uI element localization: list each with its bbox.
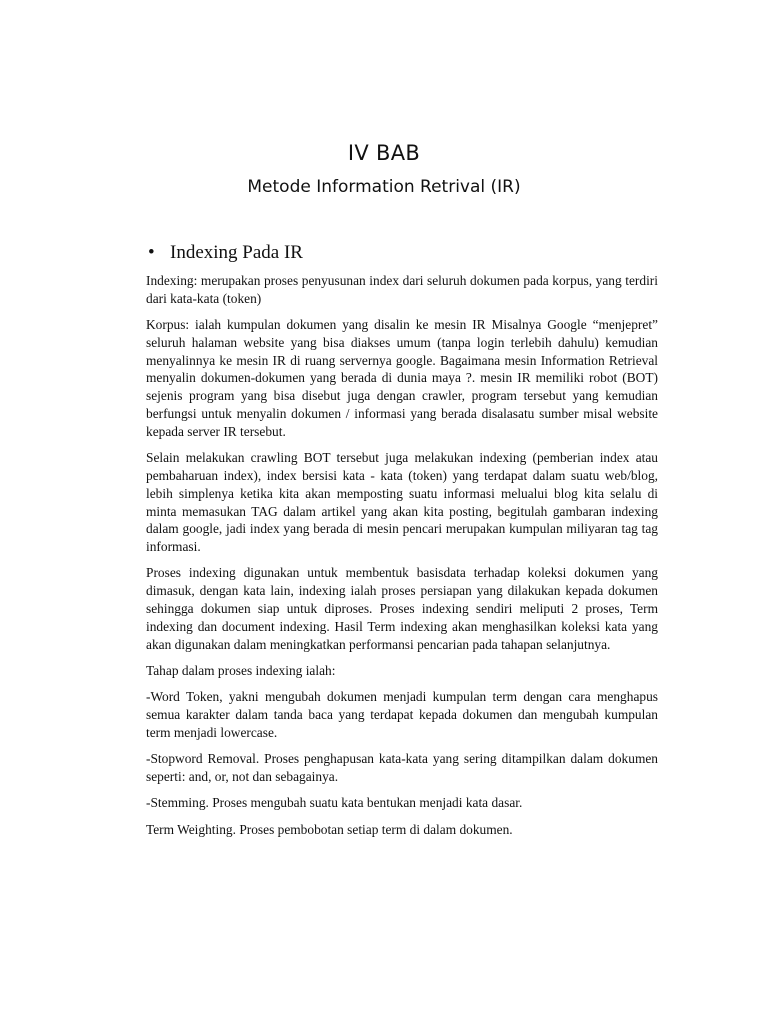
paragraph-stages-intro: Tahap dalam proses indexing ialah: bbox=[146, 662, 336, 678]
document-subtitle: Metode Information Retrival (IR) bbox=[247, 177, 521, 197]
section-heading bbox=[148, 241, 303, 265]
paragraph-indexing-definition: Indexing: merupakan proses penyusunan index dari seluruh dokumen pada korpus, yang terdiri dari kata-kata (token) bbox=[146, 273, 658, 306]
chapter-title: IV BAB bbox=[347, 141, 421, 165]
paragraph-stemming: -Stemming. Proses mengubah suatu kata bentukan menjadi kata dasar. bbox=[146, 795, 523, 811]
paragraph-term-weighting: Term Weighting. Proses pembobotan setiap term di dalam dokumen. bbox=[146, 821, 513, 837]
section-heading-text: Indexing Pada IR bbox=[170, 242, 303, 263]
paragraph-korpus: Korpus: ialah kumpulan dokumen yang disalin ke mesin IR Misalnya Google “menjepret” seluruh halaman website yang bisa diakses umum (tanpa login terlebih dahulu) kemudian menyalinnya ke mesin IR di ruang servernya google. Bagaimana mesin Information Retrieval menyalin dokumen-dokumen yang berada di dunia maya ?. mesin IR memiliki robot (BOT) sejenis program yang bisa disebut juga dengan crawler, program tersebut yang kemudian berfungsi untuk menyalin dokumen / informasi yang berada disalasatu sumber misal website kepada server IR tersebut. bbox=[146, 317, 658, 439]
paragraph-word-token: -Word Token, yakni mengubah dokumen menjadi kumpulan term dengan cara menghapus semua karakter dalam tanda baca yang terdapat kepada dokumen dan mengubah kumpulan term menjadi lowercase. bbox=[146, 689, 658, 740]
paragraph-crawling: Selain melakukan crawling BOT tersebut juga melakukan indexing (pemberian index atau pembaharuan index), index bersisi kata - kata (token) yang terdapat dalam suatu web/blog, lebih simplenya ketika kita akan memposting suatu informasi melualui blog kita selalu di minta memasukan TAG dalam artikel yang akan kita posting, begitulah gambaran indexing dalam google, jadi index yang berada di mesin pencari merupakan kumpulan miliyaran tag tag informasi. bbox=[146, 450, 658, 555]
body-text bbox=[146, 272, 658, 847]
bullet-icon: • bbox=[148, 242, 155, 263]
paragraph-indexing-process: Proses indexing digunakan untuk membentuk basisdata terhadap koleksi dokumen yang dimasuk, dengan kata lain, indexing ialah proses persiapan yang dilakukan kepada dokumen sehingga dokumen siap untuk diproses. Proses indexing sendiri meliputi 2 proses, Term indexing dan document indexing. Hasil Term indexing akan menghasilkan koleksi kata yang akan digunakan dalam meningkatkan performansi pencarian pada tahapan selanjutnya. bbox=[146, 565, 658, 652]
paragraph-stopword-removal: -Stopword Removal. Proses penghapusan kata-kata yang sering ditampilkan dalam dokumen seperti: and, or, not dan sebagainya. bbox=[146, 751, 658, 784]
